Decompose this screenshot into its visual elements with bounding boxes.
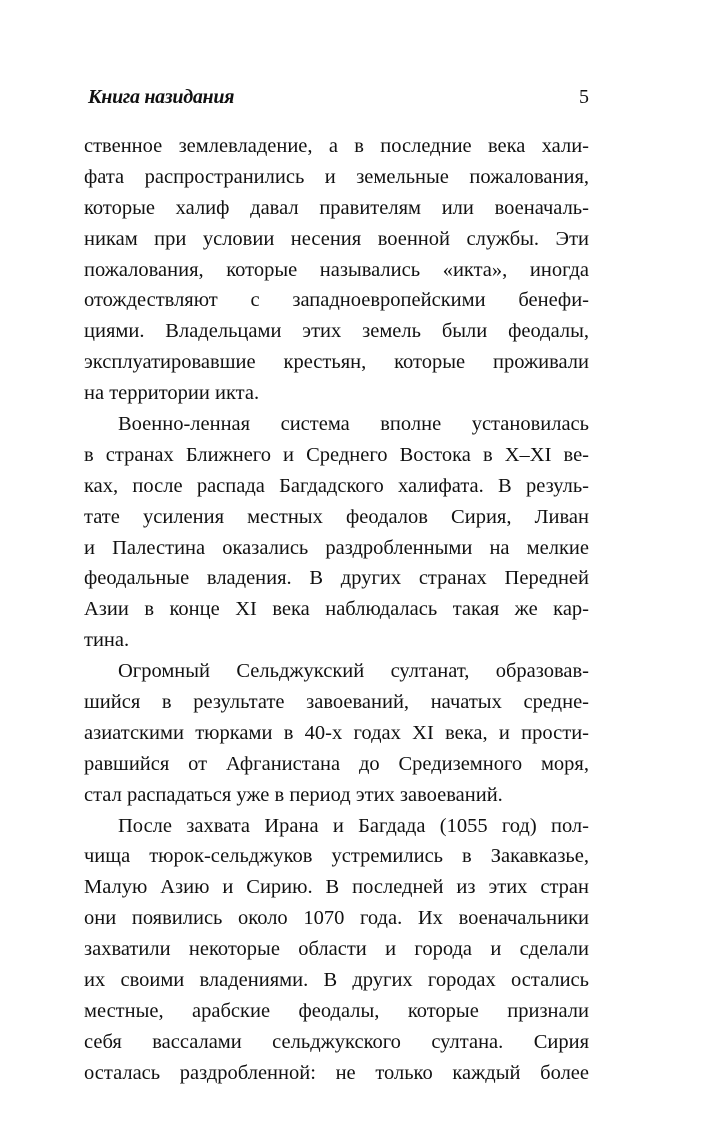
book-page [84,84,589,1084]
paragraph [84,656,589,810]
text-line: их своими владениями. В других городах остались [84,969,589,992]
text-line: ках, после распада Багдадского халифата. В резуль- [84,474,589,497]
text-line: феодальные владения. В других странах Передней [84,567,589,590]
paragraph [84,131,589,409]
text-line: осталась раздробленной: не только каждый более [84,1061,589,1084]
text-line: стал распадаться уже в период этих завоеваний. [84,783,503,806]
text-line: шийся в результате завоеваний, начатых средне- [84,691,589,714]
text-line: чища тюрок-сельджуков устремились в Закавказье, [84,845,589,868]
text-line: равшийся от Афганистана до Средиземного моря, [84,752,589,775]
text-line: они появились около 1070 года. Их военачальники [84,907,589,930]
text-line: тина. [84,629,130,652]
text-line: эксплуатировавшие крестьян, которые проживали [84,351,589,374]
text-line: ственное землевладение, а в последние века хали- [84,135,589,157]
text-line: себя вассалами сельджукского султана. Сирия [84,1030,589,1053]
text-line: Военно-ленная система вполне установилась [118,413,589,436]
text-line: фата распространились и земельные пожалования, [84,165,589,188]
text-line: Азии в конце XI века наблюдалась такая же кар- [84,598,589,621]
text-line: местные, арабские феодалы, которые признали [84,999,589,1022]
page-number: 5 [579,86,589,108]
text-line: никам при условии несения военной службы. Эти [84,227,589,250]
text-line: отождествляют с западноевропейскими бенефи- [84,289,589,312]
text-line: азиатскими тюрками в 40-х годах XI века, и прости- [84,721,589,744]
text-line: циями. Владельцами этих земель были феодалы, [84,320,589,343]
paragraph [84,409,589,656]
text-line: на территории икта. [84,382,260,405]
text-line: тате усиления местных феодалов Сирия, Ливан [84,505,589,528]
text-line: Огромный Сельджукский султанат, образовав- [118,660,589,683]
text-line: Малую Азию и Сирию. В последней из этих стран [84,876,589,899]
text-line: которые халиф давал правителям или военачаль- [84,196,589,219]
running-title: Книга назидания [88,86,235,108]
paragraph [84,811,589,1089]
text-line: пожалования, которые назывались «икта», иногда [84,258,589,281]
text-line: и Палестина оказались раздробленными на мелкие [84,536,589,559]
body-text [84,131,589,1089]
text-line: После захвата Ирана и Багдада (1055 год) пол- [118,814,589,837]
running-head [84,84,589,110]
text-line: захватили некоторые области и города и сделали [84,938,589,961]
text-line: в странах Ближнего и Среднего Востока в X–XI ве- [84,443,589,466]
